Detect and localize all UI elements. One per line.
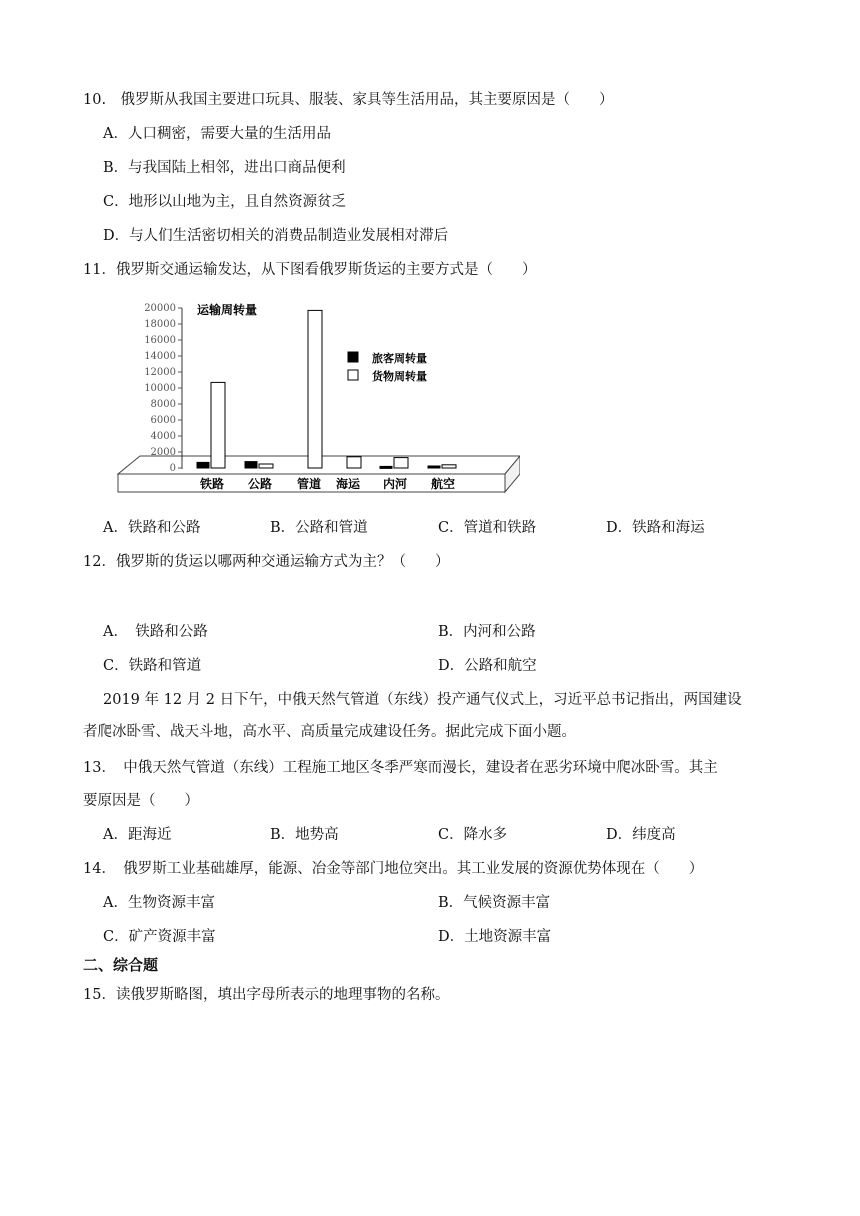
question-14-option-b: B．气候资源丰富 [438, 895, 551, 911]
y-tick-label: 4000 [150, 431, 176, 442]
legend-swatch-freight [348, 370, 358, 380]
x-category-label: 海运 [335, 477, 361, 491]
y-tick-label: 14000 [144, 351, 176, 362]
y-tick-label: 6000 [150, 415, 176, 426]
bar-passenger-4 [380, 466, 392, 468]
question-13-stem: 13． 中俄天然气管道（东线）工程施工地区冬季严寒而漫长，建设者在恶劣环境中爬冰卧雪。其主 [83, 760, 718, 776]
question-13-option-b: B．地势高 [270, 827, 339, 843]
question-14-stem: 14． 俄罗斯工业基础雄厚，能源、冶金等部门地位突出。其工业发展的资源优势体现在（ ） [83, 861, 704, 877]
question-13-option-c: C．降水多 [438, 827, 508, 843]
x-category-label: 航空 [430, 477, 456, 491]
chart-title: 运输周转量 [197, 303, 258, 317]
x-category-label: 内河 [382, 477, 408, 491]
y-tick-label: 10000 [144, 383, 176, 394]
legend-label-passenger: 旅客周转量 [372, 352, 427, 365]
question-12-option-a: A． 铁路和公路 [103, 624, 208, 640]
question-11-option-a: A．铁路和公路 [103, 520, 201, 536]
question-14-option-a: A．生物资源丰富 [103, 895, 215, 911]
legend-label-freight: 货物周转量 [372, 370, 427, 383]
bar-freight-1 [259, 464, 273, 468]
question-11-option-b: B．公路和管道 [270, 520, 368, 536]
bar-passenger-5 [428, 466, 440, 468]
y-tick-label: 2000 [150, 447, 176, 458]
question-15-stem: 15．读俄罗斯略图，填出字母所表示的地理事物的名称。 [83, 987, 450, 1003]
question-11-option-d: D．铁路和海运 [606, 520, 705, 536]
y-tick-label: 18000 [144, 319, 176, 330]
x-category-label: 公路 [247, 477, 273, 491]
question-10-stem: 10. 俄罗斯从我国主要进口玩具、服装、家具等生活用品，其主要原因是（ ） [83, 92, 614, 108]
question-12-stem: 12．俄罗斯的货运以哪两种交通运输方式为主？（ ） [83, 554, 450, 570]
question-12-option-d: D．公路和航空 [438, 658, 537, 674]
question-14-option-c: C．矿产资源丰富 [103, 929, 216, 945]
x-category-label: 管道 [296, 477, 322, 491]
bar-freight-3 [347, 457, 361, 468]
bar-passenger-1 [245, 462, 257, 468]
y-tick-label: 20000 [144, 303, 176, 314]
section-title: 二、综合题 [83, 956, 159, 974]
transport-chart [110, 296, 520, 496]
x-category-label: 铁路 [199, 477, 225, 491]
question-11-stem: 11．俄罗斯交通运输发达，从下图看俄罗斯货运的主要方式是（ ） [83, 262, 537, 278]
question-10-option-d: D．与人们生活密切相关的消费品制造业发展相对滞后 [103, 228, 449, 244]
bar-freight-5 [442, 465, 456, 468]
question-11-option-c: C．管道和铁路 [438, 520, 537, 536]
question-10-option-a: A．人口稠密，需要大量的生活用品 [103, 126, 331, 142]
transport-chart-svg [110, 296, 520, 496]
y-tick-label: 12000 [144, 367, 176, 378]
question-10-option-b: B．与我国陆上相邻，进出口商品便利 [103, 160, 346, 176]
y-tick-label: 0 [169, 463, 176, 474]
question-13-stem-cont: 要原因是（ ） [83, 793, 199, 809]
question-13-option-a: A．距海近 [103, 827, 172, 843]
question-13-option-d: D．纬度高 [606, 827, 676, 843]
passage-line-2: 者爬冰卧雪、战天斗地，高水平、高质量完成建设任务。据此完成下面小题。 [83, 724, 576, 740]
bar-freight-2 [308, 310, 322, 468]
bar-passenger-0 [197, 462, 209, 468]
question-10-option-c: C．地形以山地为主，且自然资源贫乏 [103, 194, 347, 210]
bar-freight-4 [394, 458, 408, 468]
question-14-option-d: D．土地资源丰富 [438, 929, 552, 945]
question-12-option-b: B．内河和公路 [438, 624, 536, 640]
y-tick-label: 16000 [144, 335, 176, 346]
question-12-option-c: C．铁路和管道 [103, 658, 202, 674]
bar-freight-0 [211, 382, 225, 468]
legend-swatch-passenger [348, 352, 358, 362]
y-tick-label: 8000 [150, 399, 176, 410]
passage-line-1: 2019 年 12 月 2 日下午，中俄天然气管道（东线）投产通气仪式上，习近平总书记指出，两国建设 [103, 692, 742, 708]
